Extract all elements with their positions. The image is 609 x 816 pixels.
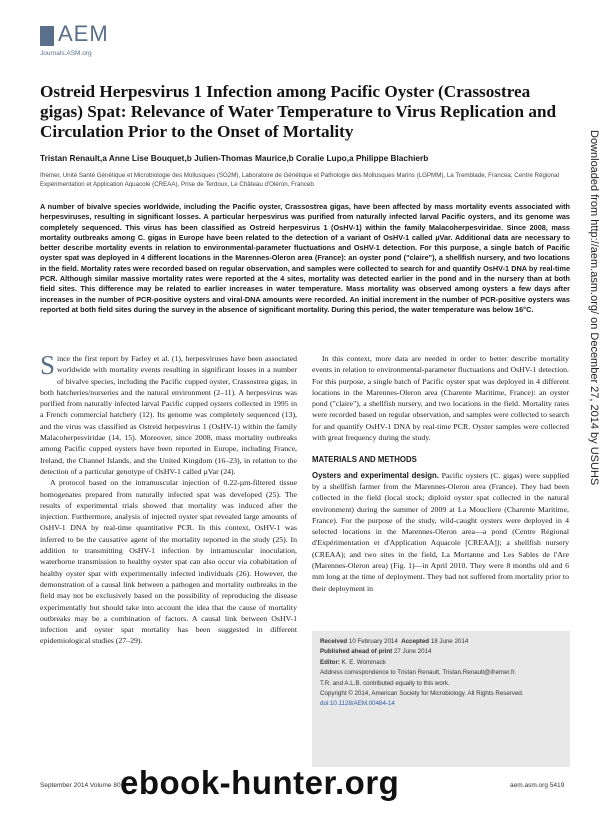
drop-cap: S xyxy=(40,350,56,380)
received-accepted-line: Received 10 February 2014 Accepted 18 June 2014 xyxy=(320,638,469,645)
methods-heading: MATERIALS AND METHODS xyxy=(312,455,417,465)
intro-paragraph-3: In this context, more data are needed in order to better describe mortality events in relation to environmental-parameter fluctuations and OsHV-1 detection. For this purpose, a single batch of Pacific oyster spat was deployed in 4 different locations in the Marennes-Oleron area (Charente Maritime, France): an oyster pond ("claire"), a shellfish nursery, and two locations in the field. Mortality rates were recorded based on regular observation, and samples were collected to search for and quantify OsHV-1 DNA by real-time PCR. Oyster samples were collected with great frequency during the study. xyxy=(312,354,569,443)
editor-line: Editor: K. E. Wommack xyxy=(320,658,386,666)
intro-paragraph-1 xyxy=(40,350,297,477)
footer-page[interactable]: aem.asm.org 5419 xyxy=(510,782,565,789)
copyright-line: Copyright © 2014, American Society for Microbiology. All Rights Reserved. xyxy=(320,690,524,698)
journal-logo-mark xyxy=(40,26,54,46)
published-line: Published ahead of print 27 June 2014 xyxy=(320,648,432,656)
correspondence-line: Address correspondence to Tristan Renault, Tristan.Renault@ifremer.fr. xyxy=(320,669,517,677)
intro-text-1: ince the first report by Farley et al. (1), herpesviruses have been associated worldwide with mortality events resulting in significant losses in a number of bivalve species, including the Pacific cupped oyster, Crassostrea gigas, in both hatcheries/nurseries and the natural environment (2–11). A herpesvirus was purified from naturally infected larval Pacific cupped oysters collected in 1995 in a French commercial hatchery (12). Its genome was completely sequenced (13), and the virus was classified as Ostreid herpesvirus 1 (OsHV-1) within the family Malacoherpesviridae (14, 15). Moreover, since 2008, mass mortality outbreaks among Pacific cupped oysters have been reported in Europe, including France, Ireland, the Channel Islands, and the United Kingdom (16–23), in relation to the detection of a particular genotype of OsHV-1 called µVar (24). xyxy=(40,354,297,476)
methods-paragraph xyxy=(312,470,569,594)
article-title: Ostreid Herpesvirus 1 Infection among Pacific Oyster (Crassostrea gigas) Spat: Relevance of Water Temperature to Virus Replication and Circulation Prior to the Onset of Mortality xyxy=(40,82,557,141)
abstract: A number of bivalve species worldwide, including the Pacific oyster, Crassostrea gigas, have been affected by mass mortality events associated with herpesviruses, resulting in significant losses. A particular herpesvirus was purified from naturally infected larval Pacific oysters, and its genome was completely sequenced. This virus has been classified as Ostreid herpesvirus 1 (OsHV-1) within the family Malacoherpesviridae. Since 2008, mass mortality outbreaks among C. gigas in Europe have been related to the detection of a variant of OsHV-1 called µVar. Additional data are necessary to better describe mortality events in relation to environmental-parameter fluctuations and OsHV-1 detection. For this purpose, a single batch of Pacific oyster spat was deployed in 4 different locations in the Marennes-Oleron area (France): an oyster pond ("claire"), a shellfish nursery, and two locations in the field. Mortality rates were recorded based on regular observation, and samples were collected to search for and quantify OsHV-1 DNA by real-time PCR. Although similar massive mortality rates were reported at the 4 sites, mortality was detected earlier in the pond and in the nursery than at both field sites. This difference may be related to earlier increases in water temperature. Mass mortality was observed among oysters a few days after increases in the number of PCR-positive oysters and viral-DNA amounts were recorded. An initial increment in the number of PCR-positive oysters was reported at both field sites during the survey in the absence of significant mortality. During this period, the water temperature was below 16°C. xyxy=(40,202,570,314)
journal-url: Journals.ASM.org xyxy=(40,50,92,57)
affiliations: Ifremer, Unité Santé Génétique et Microbiologie des Mollusques (SG2M), Laboratoire de Génétique et Pathologie des Mollusques Marins (LGPMM), La Tremblade, Francea; Centre Régional Expérimentation et Application Aquacole (CREAA), Prise de Terdoux, Le Château d'Oléron, Franceb xyxy=(40,172,559,189)
author-list: Tristan Renault,a Anne Lise Bouquet,b Julien-Thomas Maurice,b Coralie Lupo,a Philippe Blachierb xyxy=(40,153,429,163)
journal-logo: AEM xyxy=(58,21,109,46)
methods-subhead: Oysters and experimental design. xyxy=(312,470,439,480)
footer-issue: September 2014 Volume 80 xyxy=(40,782,121,789)
contribution-line: T.R. and A.L.B. contributed equally to this work. xyxy=(320,679,450,687)
methods-text: Pacific oysters (C. gigas) were supplied by a shellfish farmer from the Marennes-Oleron area (France). They had been collected in the field (local stock; diploid oyster spat collected in the natural environment) during the summer of 2009 at La Moucliere (Charente Maritime, France). For the purpose of the study, wild-caught oysters were deployed in 4 selected locations in the Marennes-Oleron area—a pond (Centre Régional d'Expérimentation et d'Application Aquacole [CREAA]); a shellfish nursery (CREAA); and two sites in the field, La Mortanne and Les Sables de l'Are (Marennes-Oleron area) (Fig. 1)—in April 2010. They were 8 months old and 6 mm long at the time of deployment. They had not suffered from mortality prior to their deployment in xyxy=(312,470,570,593)
body-column-left xyxy=(40,350,297,647)
watermark: ebook-hunter.org xyxy=(120,764,400,801)
body-column-right xyxy=(312,353,569,594)
doi-link[interactable]: doi:10.1128/AEM.00484-14 xyxy=(320,700,395,708)
article-info-box xyxy=(312,631,570,767)
download-note: Downloaded from http://aem.asm.org/ on December 27, 2014 by USUHS xyxy=(588,130,600,486)
intro-paragraph-2: A protocol based on the intramuscular injection of 0.22-µm-filtered tissue homogenates prepared from naturally infected spat was developed (25). The results of experimental trials showed that mortality was induced after the injection. Furthermore, analysis of injected oyster spat revealed large amounts of OsHV-1 DNA by real-time quantitative PCR. In this context, OsHV-1 was inferred to be the causative agent of the mortality reported in the study (25). In addition to transmitting OsHV-1 infection by intramuscular inoculation, waterborne transmission to healthy oyster spat can also occur via cohabitation of healthy oyster spat with experimentally infected individuals (26). However, the demonstration of a causal link between a pathogen and mortality outbreaks in the field may not be exclusively based on the possibility of reproducing the disease experimentally but should take into account the idea that the cause of mortality outbreaks may be a combination of factors. A causal link between OsHV-1 infection and oyster spat mortality has been suggested in different epidemiological studies (27–29). xyxy=(40,478,297,646)
